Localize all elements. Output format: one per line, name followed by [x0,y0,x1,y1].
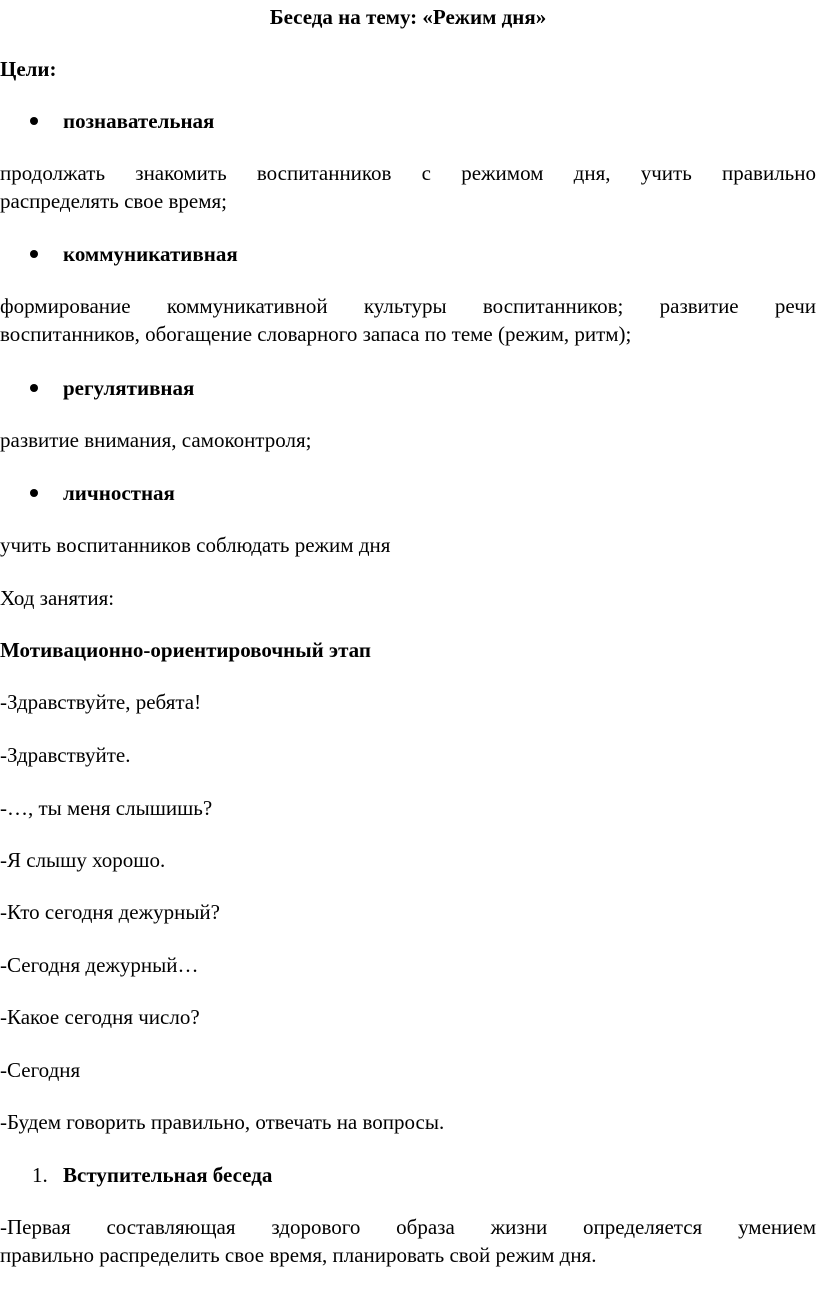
section-heading: Вступительная беседа [63,1163,273,1187]
dialogue-line: -Кто сегодня дежурный? [0,900,220,924]
goal-text-line: продолжать знакомить воспитанников с режимом дня, учить правильно [0,161,816,185]
goal-text-line: учить воспитанников соблюдать режим дня [0,533,391,557]
goal-label-communicative: коммуникативная [63,242,238,266]
goal-text-line: воспитанников, обогащение словарного запаса по теме (режим, ритм); [0,322,632,346]
goal-label-regulatory: регулятивная [63,376,195,400]
goal-label-cognitive: познавательная [63,109,215,133]
dialogue-line: -Здравствуйте, ребята! [0,690,202,714]
dialogue-line: -Какое сегодня число? [0,1005,200,1029]
stage-heading: Мотивационно-ориентировочный этап [0,638,371,662]
document-title: Беседа на тему: «Режим дня» [269,5,547,29]
dialogue-line: -…, ты меня слышишь? [0,796,213,820]
section-text-line: -Первая составляющая здорового образа жизни определяется умением [0,1215,816,1239]
dialogue-line: -Будем говорить правильно, отвечать на вопросы. [0,1110,445,1134]
bullet-icon [30,250,38,258]
section-text-line: правильно распределить свое время, планировать свой режим дня. [0,1243,597,1267]
goal-text-line: распределять свое время; [0,189,228,213]
bullet-icon [30,117,38,125]
bullet-icon [30,384,38,392]
dialogue-line: -Сегодня дежурный… [0,953,199,977]
bullet-icon [30,489,38,497]
goal-label-personal: личностная [63,481,175,505]
goal-text-line: формирование коммуникативной культуры воспитанников; развитие речи [0,294,816,318]
dialogue-line: -Здравствуйте. [0,743,131,767]
dialogue-line: -Я слышу хорошо. [0,848,166,872]
lesson-heading: Ход занятия: [0,586,115,610]
dialogue-line: -Сегодня [0,1058,81,1082]
goals-heading: Цели: [0,57,57,81]
goal-text-line: развитие внимания, самоконтроля; [0,428,312,452]
section-number: 1. [32,1163,48,1187]
